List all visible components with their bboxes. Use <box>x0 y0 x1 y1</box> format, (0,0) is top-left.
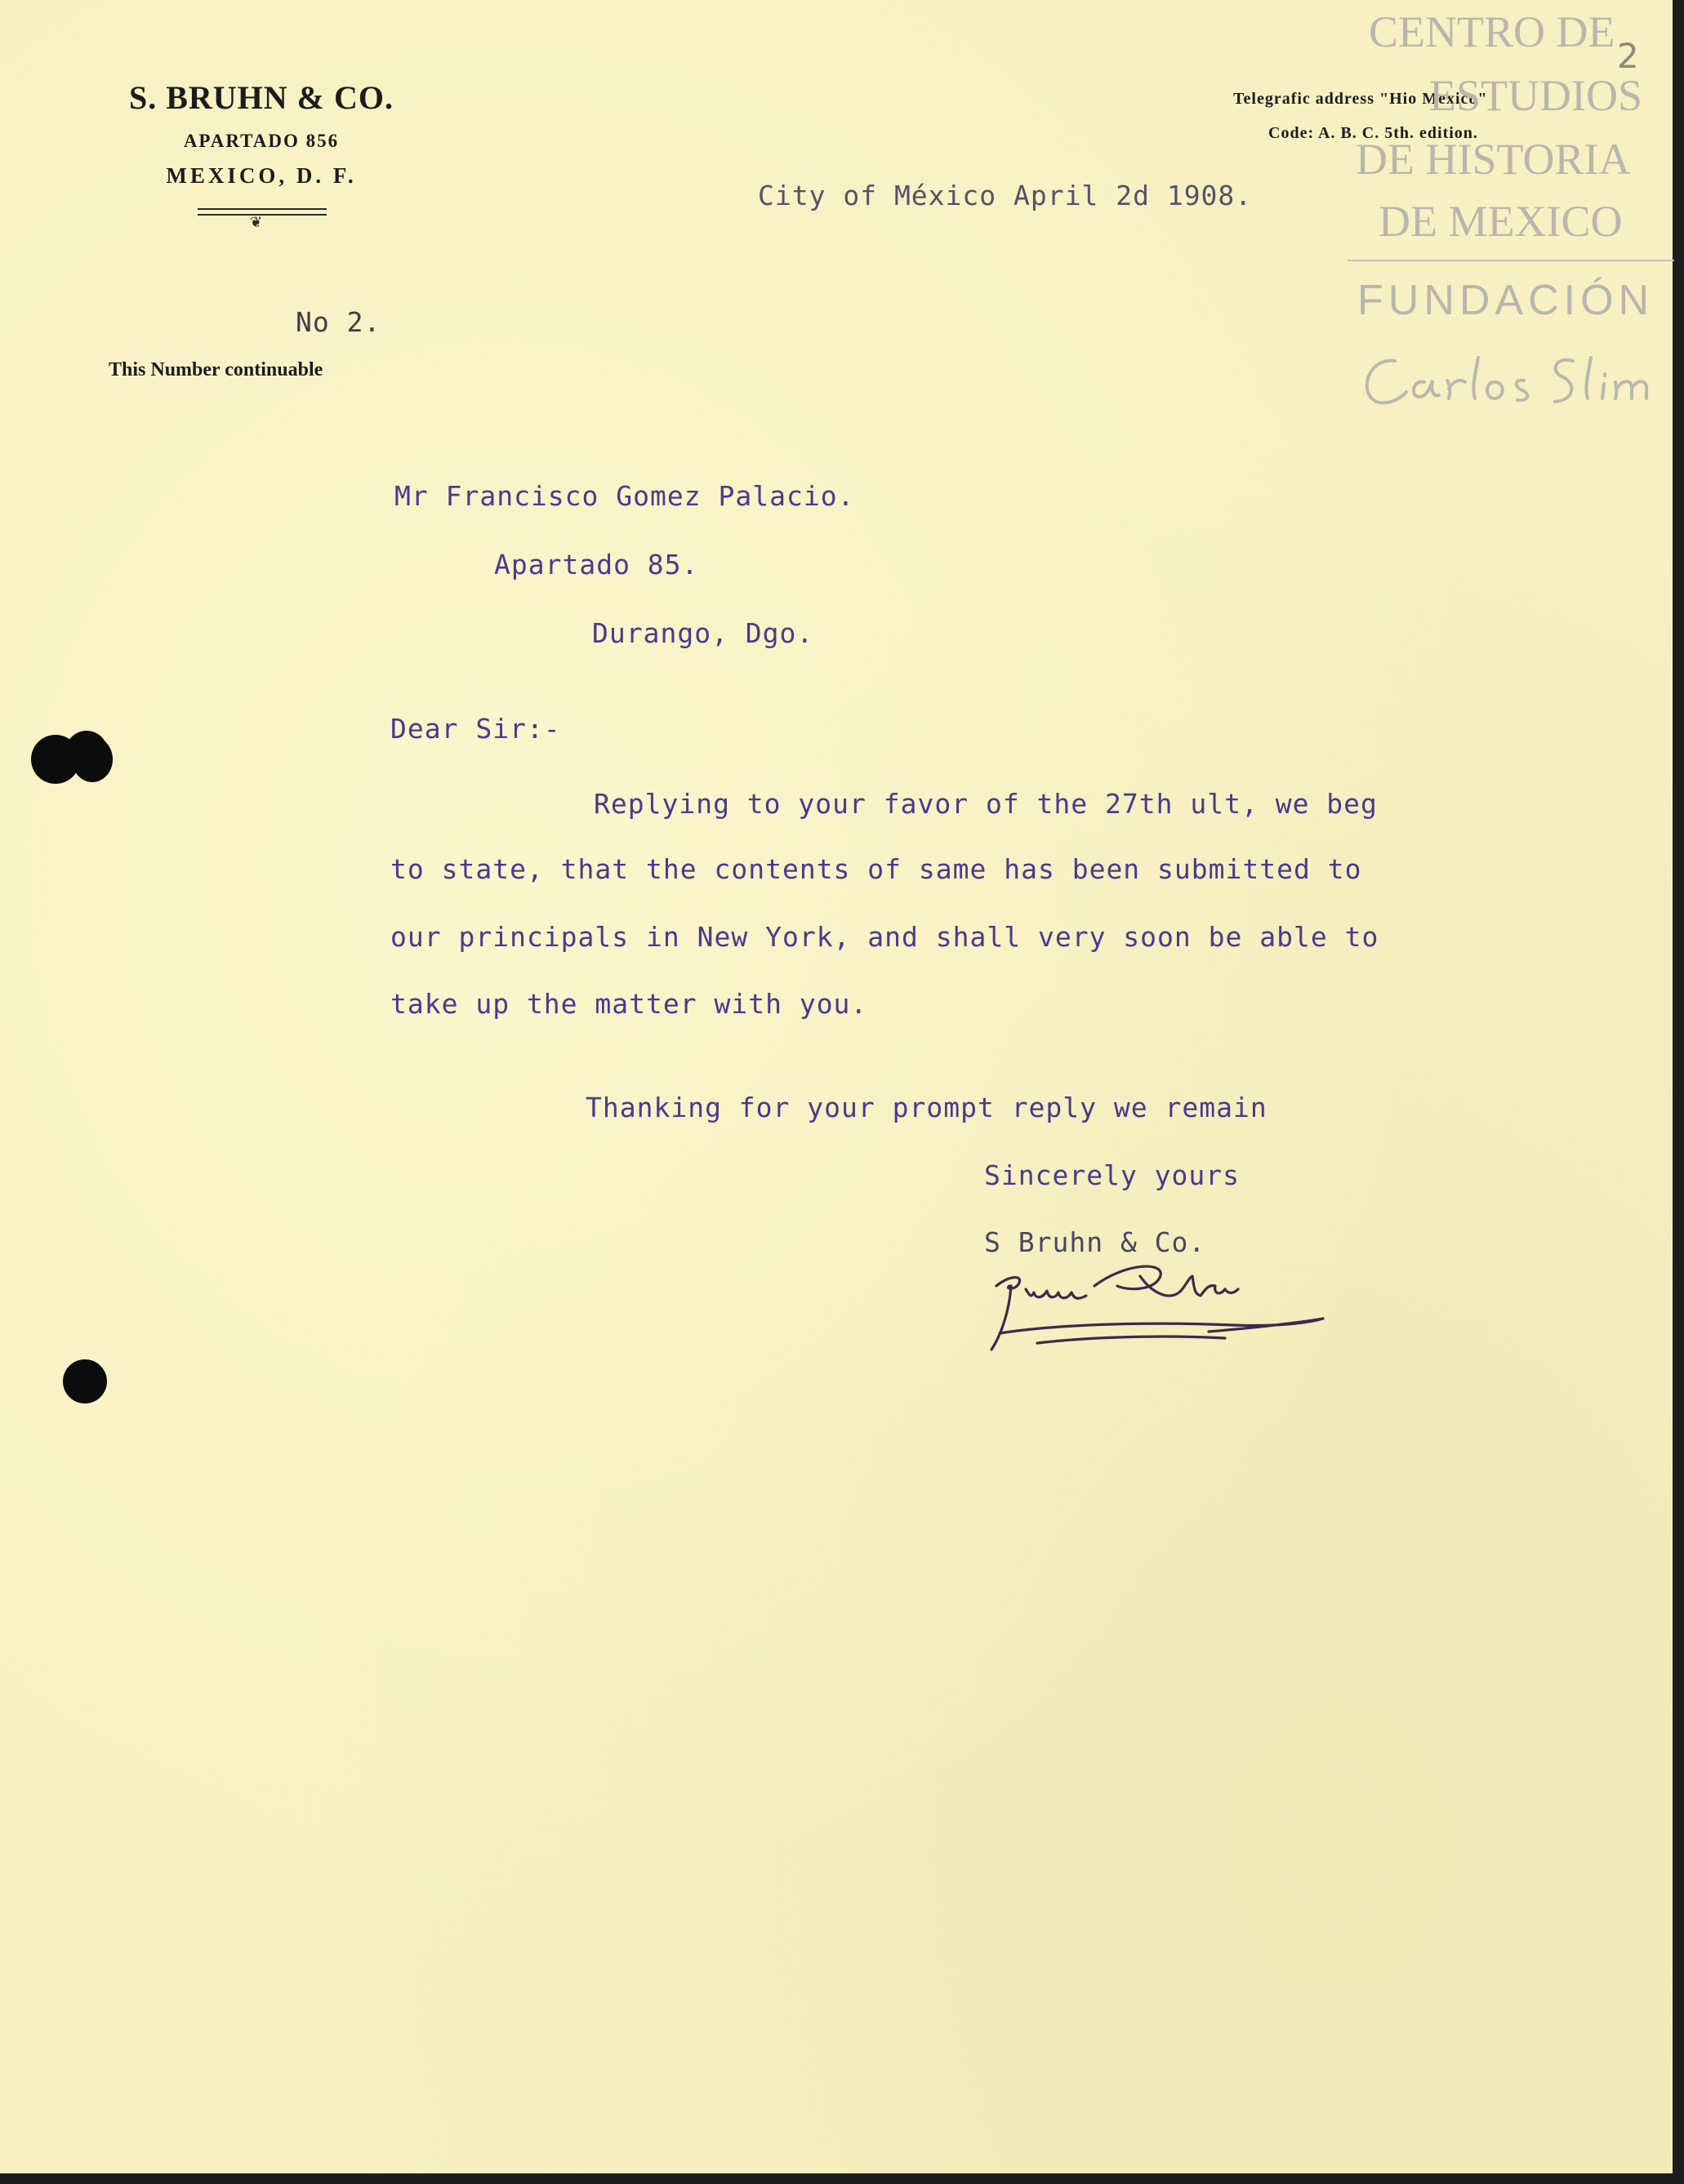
company-signature-line: S Bruhn & Co. <box>984 1226 1206 1258</box>
letter-date: City of México April 2d 1908. <box>758 180 1253 211</box>
body-line: to state, that the contents of same has been submitted to <box>390 853 1362 885</box>
letter-number: No 2. <box>296 306 381 338</box>
firm-city: MEXICO, D. F. <box>166 163 357 188</box>
telegraph-code: Code: A. B. C. 5th. edition. <box>1268 124 1478 142</box>
recipient-apartado: Apartado 85. <box>494 549 699 580</box>
watermark-line: CENTRO DE <box>1369 7 1615 56</box>
punch-hole <box>72 736 113 782</box>
number-continuable-note: This Number continuable <box>109 359 323 380</box>
body-line: Replying to your favor of the 27th ult, we beg <box>594 788 1378 820</box>
letterhead-rule <box>198 208 327 210</box>
watermark-line: DE MEXICO <box>1379 197 1623 246</box>
recipient-city: Durango, Dgo. <box>592 617 814 649</box>
watermark-line: DE HISTORIA <box>1356 135 1631 184</box>
handwritten-signature <box>980 1253 1339 1359</box>
pencil-page-mark: 2 <box>1617 36 1639 76</box>
punch-hole <box>63 1359 107 1403</box>
closing-line: Thanking for your prompt reply we remain <box>586 1092 1267 1123</box>
ornament-icon: ❦ <box>250 214 263 230</box>
watermark-divider <box>1348 260 1674 261</box>
watermark-foundation: FUNDACIÓN <box>1357 277 1655 324</box>
body-line: our principals in New York, and shall very soon be able to <box>390 921 1379 953</box>
salutation: Dear Sir:- <box>390 713 561 745</box>
body-line: take up the matter with you. <box>390 988 868 1020</box>
recipient-name: Mr Francisco Gomez Palacio. <box>394 480 855 512</box>
firm-apartado: APARTADO 856 <box>183 131 340 151</box>
telegraphic-address: Telegrafic address "Hio Mexico" <box>1233 90 1488 108</box>
watermark-logo-icon <box>1356 343 1666 416</box>
firm-name: S. BRUHN & CO. <box>128 79 394 116</box>
watermark-line: ESTUDIOS <box>1429 71 1643 120</box>
valediction: Sincerely yours <box>984 1159 1241 1191</box>
